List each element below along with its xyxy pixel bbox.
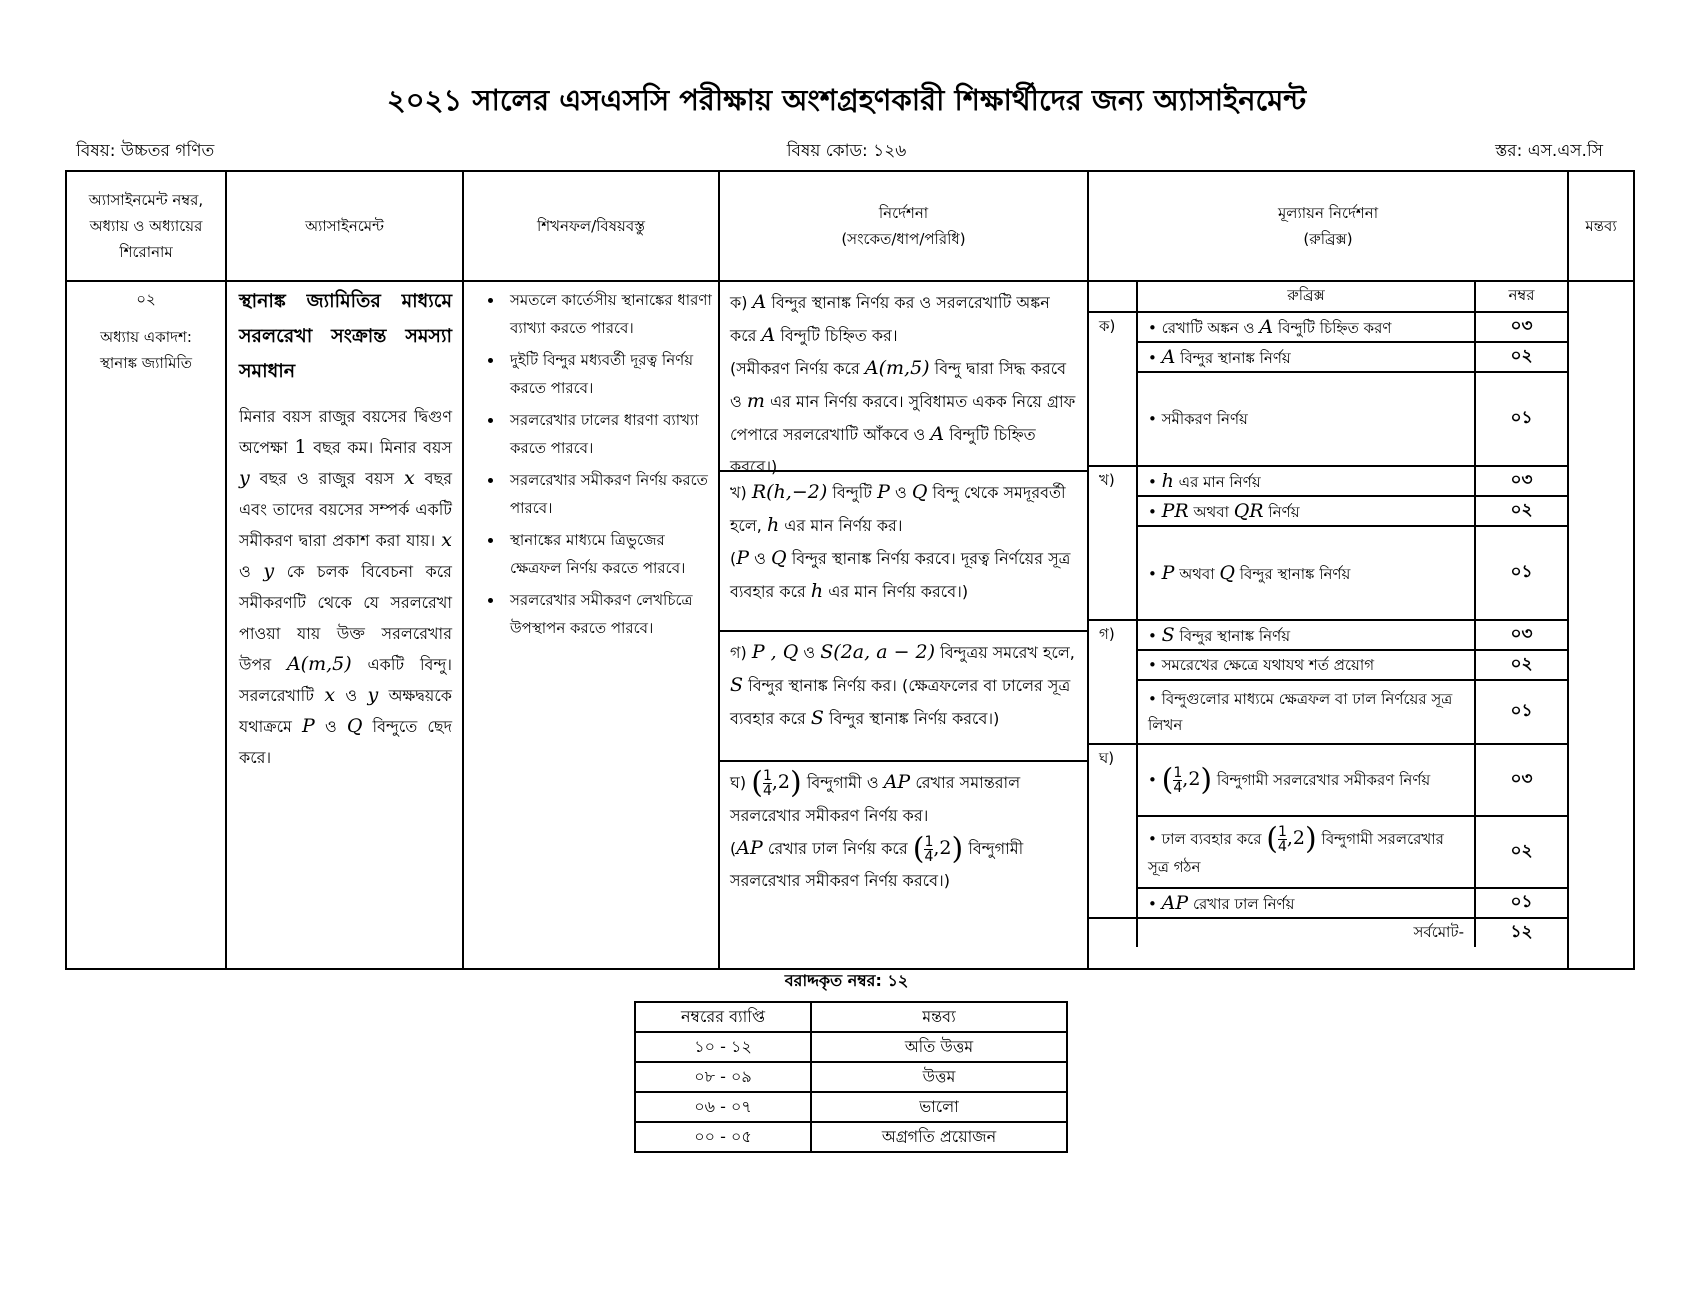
math: PR — [1161, 499, 1189, 522]
rubric-score: ০২ — [1475, 496, 1567, 526]
rubric-item — [1137, 816, 1475, 888]
grade-head-range: নম্বরের ব্যাপ্তি — [635, 1002, 811, 1032]
outcome-list — [464, 286, 718, 642]
table-header-row — [66, 171, 1634, 281]
math: A — [761, 324, 776, 346]
text: রেখার সমান্তরাল সরলরেখার সমীকরণ নির্ণয় কর। — [730, 773, 1021, 825]
math: x — [324, 684, 336, 706]
text: বিন্দুতে ছেদ করে। — [239, 717, 452, 767]
math: h — [1161, 469, 1174, 492]
header-evaluation-title: মূল্যায়ন নির্দেশনা — [1277, 204, 1379, 222]
list-item: • স্থানাঙ্কের মাধ্যমে ত্রিভুজের ক্ষেত্রফল নির্ণয় করতে পারবে। — [504, 526, 718, 582]
text: • — [1148, 502, 1157, 521]
text: বিন্দুর স্থানাঙ্ক নির্ণয় — [1179, 626, 1291, 645]
rubric-item — [1137, 888, 1475, 918]
text: অথবা — [1193, 502, 1229, 521]
text: (সমীকরণ নির্ণয় করে — [730, 359, 860, 378]
rubric-label: খ) — [1089, 466, 1137, 620]
table-row — [1089, 342, 1567, 372]
paren-open: ( — [1266, 821, 1278, 856]
table-row — [1089, 526, 1567, 620]
math: ,2 — [933, 836, 952, 859]
paren-open: ( — [1161, 762, 1174, 797]
math: P — [1161, 561, 1175, 584]
text: রেখার ঢাল নির্ণয় করে — [767, 838, 908, 858]
math: h — [766, 514, 780, 536]
text: বছর ও রাজুর বয়স — [259, 469, 395, 488]
level-label: স্তর: এস.এস.সি — [1495, 141, 1603, 161]
grade-remark: অগ্রগতি প্রয়োজন — [811, 1122, 1067, 1152]
assignment-number: ০২ — [136, 290, 156, 308]
list-item: • সমতলে কার্তেসীয় স্থানাঙ্কের ধারণা ব্যাখ্যা করতে পারবে। — [504, 286, 718, 342]
math: y — [263, 560, 275, 582]
text: মিনার বয়স রাজুর বয়সের দ্বিগুণ অপেক্ষা — [239, 407, 452, 457]
table-row — [1089, 680, 1567, 744]
header-remark: মন্তব্য — [1568, 171, 1634, 281]
math: y — [239, 467, 250, 489]
direction-g — [720, 632, 1087, 762]
math: AP — [1161, 891, 1189, 914]
table-body-row — [66, 281, 1634, 969]
header-learning-outcome: শিখনফল/বিষয়বস্তু — [463, 171, 719, 281]
math: S — [810, 707, 824, 729]
numerator: 1 — [924, 833, 934, 850]
text: • — [1148, 564, 1157, 583]
text: ( — [730, 549, 737, 568]
list-item: • সরলরেখার সমীকরণ লেখচিত্রে উপস্থাপন করতে পারবে। — [504, 586, 718, 642]
text: বছর কম। মিনার বয়স — [313, 438, 452, 457]
text: রেখার ঢাল নির্ণয় — [1192, 894, 1295, 913]
denominator: 4 — [762, 783, 772, 799]
grade-range: ০৬ - ০৭ — [635, 1092, 811, 1122]
math: 1 — [294, 436, 307, 458]
grade-head-remark: মন্তব্য — [811, 1002, 1067, 1032]
fraction — [1278, 825, 1287, 854]
rubric-score: ০১ — [1475, 680, 1567, 744]
rubric-score: ০২ — [1475, 342, 1567, 372]
text: • রেখাটি অঙ্কন ও — [1148, 318, 1255, 337]
rubric-label: গ) — [1089, 620, 1137, 744]
list-item: • সরলরেখার সমীকরণ নির্ণয় করতে পারবে। — [504, 466, 718, 522]
text: এর মান নির্ণয় — [1178, 472, 1261, 491]
rubric-score: ০৩ — [1475, 312, 1567, 342]
paren-open: ( — [912, 831, 925, 866]
math: ,2 — [1286, 826, 1306, 849]
text: • — [1148, 348, 1157, 367]
text: নির্ণয় — [1268, 502, 1300, 521]
rubric-item — [1137, 620, 1475, 650]
text: বিন্দুর স্থানাঙ্ক নির্ণয় কর। (ক্ষেত্রফলের বা ঢালের সূত্র ব্যবহার করে — [730, 676, 1071, 728]
header-assignment-number: অ্যাসাইনমেন্ট নম্বর, অধ্যায় ও অধ্যায়ের শিরোনাম — [66, 171, 226, 281]
rubric-score: ০১ — [1475, 526, 1567, 620]
table-row — [1089, 312, 1567, 342]
math: Q — [771, 547, 787, 569]
math: P — [877, 481, 890, 503]
text: কে চলক বিবেচনা করে সমীকরণটি থেকে যে সরলরেখা পাওয়া যায় উক্ত সরলরেখার উপর — [239, 562, 452, 674]
list-item: • সরলরেখার ঢালের ধারণা ব্যাখ্যা করতে পারবে। — [504, 406, 718, 462]
header-evaluation-sub: (রুব্রিক্স) — [1303, 230, 1353, 248]
math: R(h,−2) — [751, 481, 828, 503]
math: P — [736, 547, 750, 569]
text: ও — [894, 483, 907, 502]
grade-header-row — [635, 1002, 1067, 1032]
evaluation-cell — [1088, 281, 1568, 969]
assignment-table — [65, 170, 1635, 970]
chapter-title: স্থানাঙ্ক জ্যামিতি — [99, 354, 193, 372]
math: S — [1161, 623, 1175, 646]
text: বিন্দুগামী সরলরেখার সমীকরণ নির্ণয় করবে।) — [730, 838, 1024, 890]
rubric-item — [1137, 496, 1475, 526]
grade-remark: অতি উত্তম — [811, 1032, 1067, 1062]
rubric-score: ০১ — [1475, 372, 1567, 466]
paren-close: ) — [951, 831, 964, 866]
table-row — [1089, 466, 1567, 496]
header-directions-title: নির্দেশনা — [878, 204, 929, 222]
rubric-total-label: সর্বমোট- — [1137, 918, 1475, 947]
math: AP — [883, 771, 911, 793]
paren-close: ) — [1305, 821, 1317, 856]
math: A(m,5) — [286, 653, 352, 675]
math: ,2 — [771, 771, 791, 793]
table-row — [635, 1062, 1067, 1092]
header-assignment: অ্যাসাইনমেন্ট — [226, 171, 463, 281]
math: S(2a, a − 2) — [820, 641, 936, 663]
text: বিন্দু থেকে সমদূরবর্তী হলে, — [730, 483, 1066, 535]
rubric-label-empty — [1089, 282, 1137, 312]
text: ও — [239, 562, 251, 581]
grade-range: ০০ - ০৫ — [635, 1122, 811, 1152]
text: বিন্দুটি চিহ্নিত করবে।) — [730, 425, 1036, 476]
page-title: ২০২১ সালের এসএসসি পরীক্ষায় অংশগ্রহণকারী শিক্ষার্থীদের জন্য অ্যাসাইনমেন্ট — [386, 83, 1307, 117]
math: Q — [911, 481, 928, 503]
math: m — [746, 390, 765, 412]
text: বিন্দুর স্থানাঙ্ক নির্ণয় — [1239, 564, 1351, 583]
denominator: 4 — [1277, 838, 1287, 855]
denominator: 4 — [924, 848, 934, 865]
rubric-score: ০৩ — [1475, 466, 1567, 496]
text: বিন্দুগামী ও — [806, 773, 879, 792]
text: গ) — [730, 643, 747, 662]
text: বিন্দুটি চিহ্নিত কর। — [780, 326, 898, 345]
rubric-item: • বিন্দুগুলোর মাধ্যমে ক্ষেত্রফল বা ঢাল নির্ণয়ের সূত্র লিখন — [1137, 680, 1475, 744]
fraction — [1173, 766, 1182, 795]
math: ,2 — [1182, 767, 1201, 790]
direction-kh — [720, 472, 1087, 632]
rubric-score: ০৩ — [1475, 744, 1567, 816]
text: একটি বিন্দু। সরলরেখাটি — [239, 655, 453, 705]
math: QR — [1233, 499, 1264, 522]
math: A — [1259, 315, 1274, 338]
paren-open: ( — [751, 765, 763, 801]
rubric-head-score: নম্বর — [1475, 282, 1567, 312]
rubric-total-row — [1089, 918, 1567, 947]
text: ও — [345, 686, 358, 705]
text: ( — [730, 838, 737, 858]
text: বিন্দুর স্থানাঙ্ক নির্ণয় — [1180, 348, 1291, 367]
assignment-title: স্থানাঙ্ক জ্যামিতির মাধ্যমে সরলরেখা সংক্রান্ত সমস্যা সমাধান — [239, 290, 452, 382]
rubric-item — [1137, 526, 1475, 620]
text: খ) — [730, 483, 747, 502]
text: বিন্দু দ্বারা সিদ্ধ করবে ও — [730, 359, 1067, 411]
math: S — [730, 674, 744, 696]
text: বিন্দুটি চিহ্নিত করণ — [1277, 318, 1392, 337]
rubric-item — [1137, 466, 1475, 496]
table-row — [1089, 816, 1567, 888]
rubric-header-row — [1089, 282, 1567, 312]
grade-remark: উত্তম — [811, 1062, 1067, 1092]
direction-k — [720, 282, 1087, 476]
math: A(m,5) — [864, 357, 930, 379]
math: P — [302, 715, 315, 737]
math: AP — [736, 836, 763, 859]
directions-cell — [719, 281, 1088, 969]
text: বিন্দুত্রয় সমরেখ হলে, — [940, 643, 1075, 662]
text: • — [1148, 472, 1157, 491]
allocated-marks: বরাদ্দকৃত নম্বর: ১২ — [784, 971, 909, 990]
math: A — [752, 291, 767, 313]
text: ও — [324, 717, 337, 736]
rubric-score: ০১ — [1475, 888, 1567, 918]
text: ঘ) — [730, 773, 747, 792]
math: A — [930, 423, 945, 445]
remark-cell — [1568, 281, 1634, 969]
rubric-item: • সমরেখের ক্ষেত্রে যথাযথ শর্ত প্রয়োগ — [1137, 650, 1475, 680]
text: ক) — [730, 293, 748, 312]
rubric-item — [1137, 342, 1475, 372]
table-row — [1089, 888, 1567, 918]
subject-code-label: বিষয় কোড: ১২৬ — [786, 141, 907, 161]
learning-outcome-cell — [463, 281, 719, 969]
text: • ঢাল ব্যবহার করে — [1148, 829, 1262, 848]
text: এর মান নির্ণয় করবে।) — [828, 582, 969, 601]
text: অক্ষদ্বয়কে যথাক্রমে — [239, 686, 452, 736]
fraction — [763, 769, 772, 798]
rubric-label: ঘ) — [1089, 744, 1137, 918]
numerator: 1 — [1173, 764, 1183, 781]
math: y — [367, 684, 379, 706]
chapter-number: অধ্যায় একাদশ: — [100, 328, 192, 346]
text: বিন্দুগামী সরলরেখার সমীকরণ নির্ণয় — [1216, 770, 1431, 789]
table-row — [1089, 620, 1567, 650]
paren-close: ) — [790, 765, 802, 801]
math: Q — [346, 715, 363, 737]
text: • — [1148, 770, 1157, 789]
text: বিন্দুগামী সরলরেখার সূত্র গঠন — [1148, 829, 1444, 876]
math: Q — [1219, 561, 1235, 584]
rubric-item: • সমীকরণ নির্ণয় — [1137, 372, 1475, 466]
text: বিন্দুটি — [832, 483, 872, 502]
text: অথবা — [1179, 564, 1215, 583]
text: • — [1148, 894, 1157, 913]
assignment-description — [239, 401, 452, 773]
subject-label: বিষয়: উচ্চতর গণিত — [76, 141, 215, 161]
rubric-item — [1137, 312, 1475, 342]
text: এর মান নির্ণয় করবে। সুবিধামত একক নিয়ে গ্রাফ পেপারে সরলরেখাটি আঁকবে ও — [730, 392, 1076, 444]
text: ও — [754, 549, 766, 568]
rubric-total-score: ১২ — [1510, 922, 1533, 942]
rubric-score: ০২ — [1475, 650, 1567, 680]
rubric-head-item: রুব্রিক্স — [1137, 282, 1475, 312]
grade-range: ০৮ - ০৯ — [635, 1062, 811, 1092]
math: h — [810, 580, 824, 602]
text: বিন্দুর স্থানাঙ্ক নির্ণয় কর ও সরলরেখাটি অঙ্কন করে — [730, 293, 1050, 345]
assignment-cell — [226, 281, 463, 969]
paren-close: ) — [1200, 762, 1213, 797]
rubric-label-empty — [1089, 918, 1137, 947]
math: x — [403, 467, 415, 489]
numerator: 1 — [762, 768, 772, 784]
text: বিন্দুর স্থানাঙ্ক নির্ণয় করবে। দূরত্ব নির্ণয়ের সূত্র ব্যবহার করে — [730, 549, 1071, 601]
table-row — [1089, 496, 1567, 526]
math: P , Q — [751, 641, 799, 663]
denominator: 4 — [1173, 779, 1183, 796]
direction-gh — [720, 762, 1087, 968]
math: A — [1161, 345, 1176, 368]
table-row — [1089, 650, 1567, 680]
rubric-table — [1089, 282, 1567, 947]
text: • — [1148, 626, 1157, 645]
grade-remark: ভালো — [811, 1092, 1067, 1122]
numerator: 1 — [1277, 823, 1287, 840]
list-item: • দুইটি বিন্দুর মধ্যবর্তী দূরত্ব নির্ণয় করতে পারবে। — [504, 346, 718, 402]
text: বছর এবং তাদের বয়সের সম্পর্ক একটি সমীকরণ দ্বারা প্রকাশ করা যায়। — [239, 469, 452, 550]
table-row — [635, 1032, 1067, 1062]
assignment-number-cell — [66, 281, 226, 969]
rubric-item — [1137, 744, 1475, 816]
table-row — [635, 1122, 1067, 1152]
text: ও — [803, 643, 816, 662]
header-directions — [719, 171, 1088, 281]
grade-range: ১০ - ১২ — [635, 1032, 811, 1062]
table-row — [1089, 744, 1567, 816]
rubric-label: ক) — [1089, 312, 1137, 466]
math: x — [441, 529, 452, 551]
table-row — [635, 1092, 1067, 1122]
header-evaluation — [1088, 171, 1568, 281]
text: বিন্দুর স্থানাঙ্ক নির্ণয় করবে।) — [829, 709, 1000, 728]
text: এর মান নির্ণয় কর। — [784, 516, 903, 535]
grade-table — [634, 1001, 1068, 1153]
header-directions-sub: (সংকেত/ধাপ/পরিধি) — [841, 230, 966, 248]
table-row — [1089, 372, 1567, 466]
rubric-score: ০২ — [1475, 816, 1567, 888]
rubric-score: ০৩ — [1475, 620, 1567, 650]
